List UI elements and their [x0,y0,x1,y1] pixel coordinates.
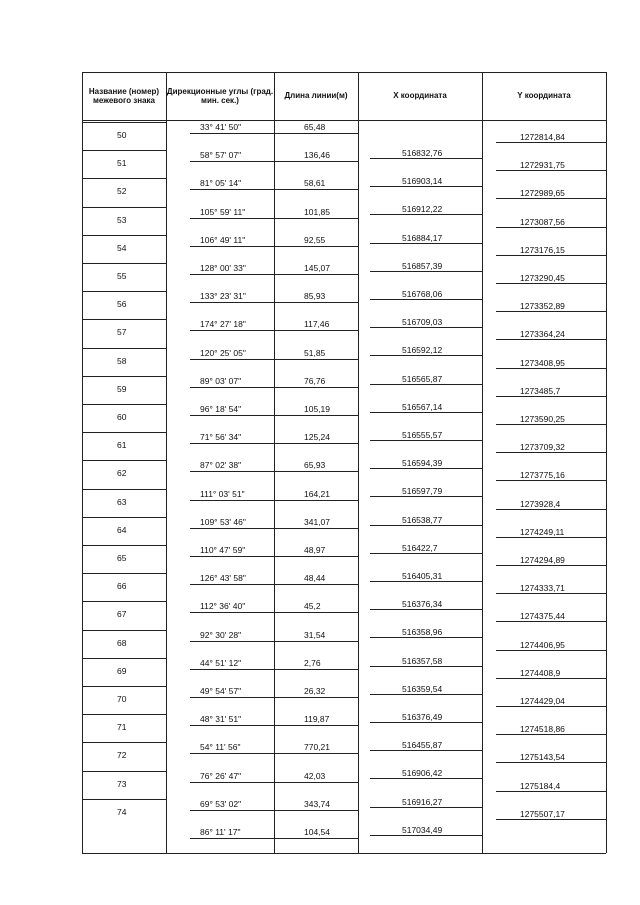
y-coordinate: 1274518,86 [520,724,565,735]
row-divider [496,227,606,228]
row-divider [496,396,606,397]
boundary-mark-number: 53 [117,214,127,225]
row-divider [82,122,166,123]
row-divider [82,545,166,546]
line-length: 45,2 [304,601,321,612]
header-directional-angles: Дирекционные углы (град. мин. сек.) [166,86,274,105]
directional-angle: 105° 59' 11" [200,206,246,217]
directional-angle: 33° 41' 50" [200,122,242,132]
row-divider [190,161,358,162]
row-divider [496,255,606,256]
column-line [482,72,483,853]
x-coordinate: 516455,87 [402,740,443,751]
boundary-mark-number: 58 [117,355,127,366]
line-length: 26,32 [304,686,326,696]
y-coordinate: 1273928,4 [520,498,561,509]
boundary-mark-number: 69 [117,665,127,676]
line-length: 85,93 [304,291,326,302]
directional-angle: 174° 27' 18" [200,319,246,330]
row-divider [82,573,166,574]
boundary-mark-number: 52 [117,186,127,197]
line-length: 117,46 [304,319,330,330]
row-divider [370,299,482,300]
line-length: 65,48 [304,122,326,132]
row-divider [82,601,166,602]
line-length: 48,44 [304,573,326,584]
row-divider [190,641,358,642]
row-divider [370,355,482,356]
row-divider [190,330,358,331]
y-coordinate: 1274408,9 [520,667,561,678]
row-divider [82,207,166,208]
directional-angle: 126° 43' 58" [200,573,246,584]
row-divider [496,621,606,622]
row-divider [190,782,358,783]
directional-angle: 49° 54' 57" [200,686,242,696]
row-divider [82,742,166,743]
x-coordinate: 517034,49 [402,824,443,835]
row-divider [370,778,482,779]
row-divider [190,669,358,670]
x-coordinate: 516709,03 [402,317,443,328]
boundary-mark-number: 61 [117,440,127,451]
directional-angle: 96° 18' 54" [200,404,242,414]
row-divider [496,198,606,199]
row-divider [496,424,606,425]
line-length: 58,61 [304,178,326,189]
directional-angle: 54° 11' 56" [200,742,241,753]
y-coordinate: 1273364,24 [520,329,565,340]
boundary-mark-number: 72 [117,750,127,761]
x-coordinate: 516906,42 [402,768,443,779]
y-coordinate: 1275507,17 [520,808,565,819]
row-divider [190,133,358,134]
row-divider [496,678,606,679]
line-length: 48,97 [304,545,326,555]
row-divider [496,368,606,369]
directional-angle: 76° 26' 47" [200,770,242,781]
row-divider [190,246,358,247]
directional-angle: 44° 51' 12" [200,657,242,668]
row-divider [370,412,482,413]
row-divider [370,496,482,497]
header-line-length: Длина линии(м) [284,91,348,101]
y-coordinate: 1274429,04 [520,696,565,706]
row-divider [496,565,606,566]
row-divider [496,339,606,340]
row-divider [82,489,166,490]
row-divider [82,714,166,715]
row-divider [82,178,166,179]
boundary-mark-number: 57 [117,327,127,338]
directional-angle: 48° 31' 51" [200,714,242,725]
x-coordinate: 516884,17 [402,232,443,243]
row-divider [370,525,482,526]
row-divider [190,189,358,190]
boundary-mark-number: 54 [117,242,127,253]
y-coordinate: 1272814,84 [520,132,565,142]
x-coordinate: 516592,12 [402,345,443,356]
boundary-mark-number: 64 [117,524,127,535]
line-length: 145,07 [304,263,330,273]
row-divider [370,835,482,836]
directional-angle: 109° 53' 46" [200,516,246,527]
x-coordinate: 516422,7 [402,542,438,553]
y-coordinate: 1273087,56 [520,216,565,227]
row-divider [370,694,482,695]
y-coordinate: 1273408,95 [520,357,565,368]
y-coordinate: 1273590,25 [520,414,565,424]
y-coordinate: 1273775,16 [520,470,565,481]
directional-angle: 86° 11' 17" [200,827,241,837]
boundary-mark-number: 73 [117,778,127,789]
y-coordinate: 1273176,15 [520,244,565,255]
row-divider [370,327,482,328]
y-coordinate: 1274333,71 [520,583,565,594]
y-coordinate: 1272989,65 [520,188,565,199]
row-divider [496,509,606,510]
row-divider [496,452,606,453]
column-line [358,72,359,853]
directional-angle: 110° 47' 59" [200,545,246,555]
row-divider [370,722,482,723]
y-coordinate: 1274249,11 [520,526,565,537]
boundary-mark-number: 70 [117,694,127,704]
x-coordinate: 516538,77 [402,514,443,525]
line-length: 136,46 [304,150,330,161]
boundary-mark-number: 62 [117,468,127,479]
row-divider [190,387,358,388]
row-divider [370,384,482,385]
row-divider [82,771,166,772]
boundary-mark-number: 71 [117,722,127,733]
x-coordinate: 516358,96 [402,627,443,638]
x-coordinate: 516567,14 [402,401,443,412]
x-coordinate: 516903,14 [402,176,443,187]
line-length: 51,85 [304,347,326,358]
row-divider [190,528,358,529]
row-divider [496,537,606,538]
x-coordinate: 516912,22 [402,204,443,215]
x-coordinate: 516857,39 [402,260,443,271]
boundary-mark-number: 50 [117,130,127,140]
directional-angle: 111° 03' 51" [200,488,245,499]
x-coordinate: 516916,27 [402,796,443,807]
row-divider [190,838,358,839]
x-coordinate: 516565,87 [402,373,443,384]
row-divider [370,158,482,159]
boundary-mark-number: 66 [117,581,127,592]
row-divider [496,311,606,312]
row-divider [190,810,358,811]
row-divider [370,271,482,272]
directional-angle: 133° 23' 31" [200,291,246,302]
directional-angle: 58° 57' 07" [200,150,242,161]
header-bottom-border [82,120,606,121]
row-divider [82,319,166,320]
line-length: 76,76 [304,375,326,386]
row-divider [370,807,482,808]
line-length: 92,55 [304,234,326,245]
table-top-border [82,72,606,73]
line-length: 119,87 [304,714,330,725]
row-divider [496,762,606,763]
x-coordinate: 516832,76 [402,148,443,158]
row-divider [82,630,166,631]
column-line [166,72,167,853]
row-divider [82,348,166,349]
row-divider [370,214,482,215]
row-divider [370,581,482,582]
y-coordinate: 1274294,89 [520,555,565,565]
row-divider [82,263,166,264]
boundary-mark-number: 67 [117,609,127,620]
boundary-mark-number: 60 [117,412,127,422]
y-coordinate: 1275184,4 [520,780,561,791]
row-divider [82,150,166,151]
row-divider [370,609,482,610]
row-divider [82,799,166,800]
line-length: 65,93 [304,460,326,471]
row-divider [496,734,606,735]
directional-angle: 89° 03' 07" [200,375,242,386]
x-coordinate: 516357,58 [402,655,443,666]
row-divider [370,750,482,751]
row-divider [496,142,606,143]
y-coordinate: 1275143,54 [520,752,565,763]
row-divider [190,725,358,726]
boundary-mark-number: 56 [117,299,127,310]
line-length: 2,76 [304,657,321,668]
y-coordinate: 1274406,95 [520,639,565,650]
line-length: 341,07 [304,516,330,527]
boundary-mark-number: 59 [117,383,127,394]
header-y-coordinate: Y координата [517,91,571,101]
row-divider [190,359,358,360]
y-coordinate: 1273290,45 [520,273,565,283]
boundary-mark-number: 68 [117,637,127,648]
row-divider [496,819,606,820]
x-coordinate: 516405,31 [402,571,443,581]
row-divider [82,658,166,659]
row-divider [496,706,606,707]
line-length: 101,85 [304,206,330,217]
y-coordinate: 1274375,44 [520,611,565,622]
line-length: 104,54 [304,827,330,837]
row-divider [190,443,358,444]
y-coordinate: 1272931,75 [520,160,565,171]
row-divider [370,637,482,638]
y-coordinate: 1273709,32 [520,442,565,453]
row-divider [190,218,358,219]
row-divider [190,302,358,303]
x-coordinate: 516768,06 [402,289,443,299]
row-divider [190,753,358,754]
row-divider [496,283,606,284]
directional-angle: 69° 53' 02" [200,798,242,809]
row-divider [190,612,358,613]
column-line [606,72,607,853]
row-divider [82,432,166,433]
x-coordinate: 516555,57 [402,430,443,440]
row-divider [82,291,166,292]
row-divider [190,471,358,472]
row-divider [82,404,166,405]
directional-angle: 81° 05' 14" [200,178,242,189]
line-length: 343,74 [304,798,330,809]
row-divider [370,468,482,469]
row-divider [82,686,166,687]
directional-angle: 92° 30' 28" [200,629,242,640]
boundary-mark-number: 51 [117,158,127,169]
x-coordinate: 516594,39 [402,458,443,469]
row-divider [190,500,358,501]
row-divider [370,553,482,554]
y-coordinate: 1273352,89 [520,301,565,312]
y-coordinate: 1273485,7 [520,385,561,396]
row-divider [190,274,358,275]
x-coordinate: 516376,34 [402,599,443,610]
row-divider [370,186,482,187]
row-divider [496,170,606,171]
boundary-mark-number: 55 [117,271,127,281]
row-divider [496,593,606,594]
x-coordinate: 516597,79 [402,486,443,497]
row-divider [496,480,606,481]
row-divider [82,460,166,461]
row-divider [190,415,358,416]
directional-angle: 112° 36' 40" [200,601,246,612]
line-length: 31,54 [304,629,326,640]
x-coordinate: 516359,54 [402,683,443,694]
directional-angle: 128° 00' 33" [200,263,246,273]
line-length: 770,21 [304,742,330,753]
boundary-mark-number: 74 [117,806,127,817]
row-divider [190,697,358,698]
boundary-mark-number: 63 [117,496,127,507]
directional-angle: 120° 25' 05" [200,347,246,358]
line-length: 164,21 [304,488,330,499]
line-length: 42,03 [304,770,326,781]
directional-angle: 87° 02' 38" [200,460,242,471]
x-coordinate: 516376,49 [402,712,443,722]
row-divider [82,517,166,518]
row-divider [496,650,606,651]
column-line [82,72,83,853]
table-bottom-border [82,853,606,854]
row-divider [370,666,482,667]
header-mark-name: Название (номер) межевого знака [88,86,160,105]
row-divider [82,376,166,377]
directional-angle: 106° 49' 11" [200,234,246,245]
row-divider [82,235,166,236]
line-length: 125,24 [304,432,330,443]
row-divider [496,791,606,792]
line-length: 105,19 [304,404,330,414]
row-divider [190,556,358,557]
boundary-mark-number: 65 [117,553,127,563]
row-divider [370,440,482,441]
directional-angle: 71° 56' 34" [200,432,242,443]
header-x-coordinate: X координата [393,91,447,101]
row-divider [190,584,358,585]
row-divider [370,243,482,244]
